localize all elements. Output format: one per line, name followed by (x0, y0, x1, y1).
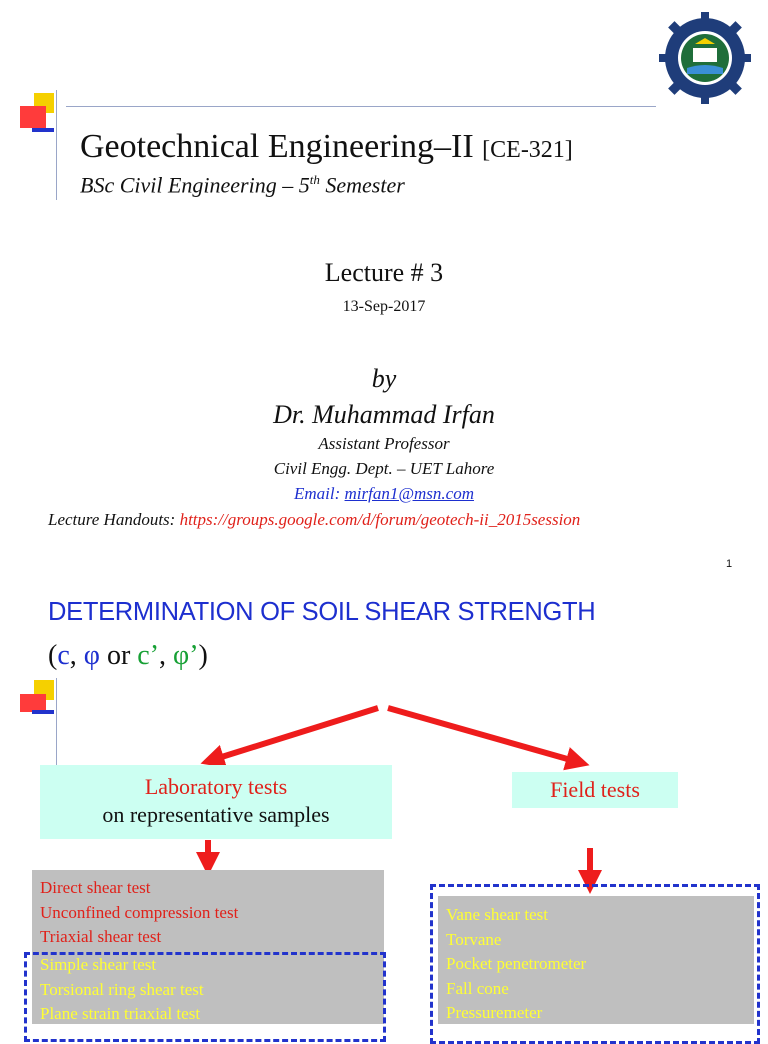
param-c-effective: c’ (137, 640, 160, 671)
list-item: Torsional ring shear test (40, 979, 204, 999)
param-comma-1: , (69, 640, 84, 671)
field-tests-box: Field tests (512, 772, 678, 808)
subtitle-prefix: BSc Civil Engineering – 5 (80, 172, 310, 198)
list-item: Direct shear test (40, 878, 151, 897)
list-item: Fall cone (446, 978, 509, 998)
list-item: Plane strain triaxial test (40, 1004, 201, 1023)
paren-close: ) (198, 640, 208, 671)
handouts-link[interactable]: https://groups.google.com/d/forum/geotech-ii_2015session (179, 510, 581, 529)
handouts-label: Lecture Handouts: (48, 510, 180, 529)
list-item: Triaxial shear test (40, 927, 162, 946)
email-link[interactable]: mirfan1@msn.com (344, 484, 474, 503)
author-position: Assistant Professor (318, 434, 450, 453)
laboratory-tests-box (40, 765, 392, 839)
param-comma-2: , (159, 640, 174, 671)
list-item: Pocket penetrometer (446, 954, 587, 973)
list-item: Torvane (446, 929, 502, 949)
param-or: or (99, 640, 138, 671)
special-lab-tests-list (40, 953, 204, 1027)
subtitle-suffix: Semester (319, 172, 405, 198)
param-phi: φ (83, 640, 100, 671)
lecture-date: 13-Sep-2017 (342, 298, 426, 315)
slide-number: 1 (726, 558, 733, 570)
author-department: Civil Engg. Dept. – UET Lahore (273, 459, 495, 478)
course-code: [CE-321] (482, 137, 573, 163)
common-lab-tests-list (40, 876, 238, 950)
email-label: Email: (294, 484, 345, 503)
lab-box-title: Laboratory tests (144, 774, 288, 799)
title-text: Geotechnical Engineering–II (80, 128, 474, 165)
subtitle-superscript: th (309, 172, 320, 187)
field-tests-list (446, 903, 586, 1026)
list-item: Pressuremeter (446, 1003, 543, 1022)
list-item: Simple shear test (40, 955, 157, 974)
by-label: by (371, 364, 397, 393)
param-phi-effective: φ’ (173, 640, 199, 671)
list-item: Unconfined compression test (40, 902, 239, 922)
param-c: c (57, 640, 70, 671)
list-item: Vane shear test (446, 905, 548, 924)
author-name: Dr. Muhammad Irfan (273, 400, 495, 429)
lab-box-subtitle: on representative samples (102, 802, 330, 827)
arrow-to-field-tests (388, 708, 578, 762)
lecture-number: Lecture # 3 (324, 258, 444, 287)
paren-open: ( (48, 640, 58, 671)
section-heading: DETERMINATION OF SOIL SHEAR STRENGTH (48, 598, 596, 626)
arrow-to-lab-tests (212, 708, 378, 760)
